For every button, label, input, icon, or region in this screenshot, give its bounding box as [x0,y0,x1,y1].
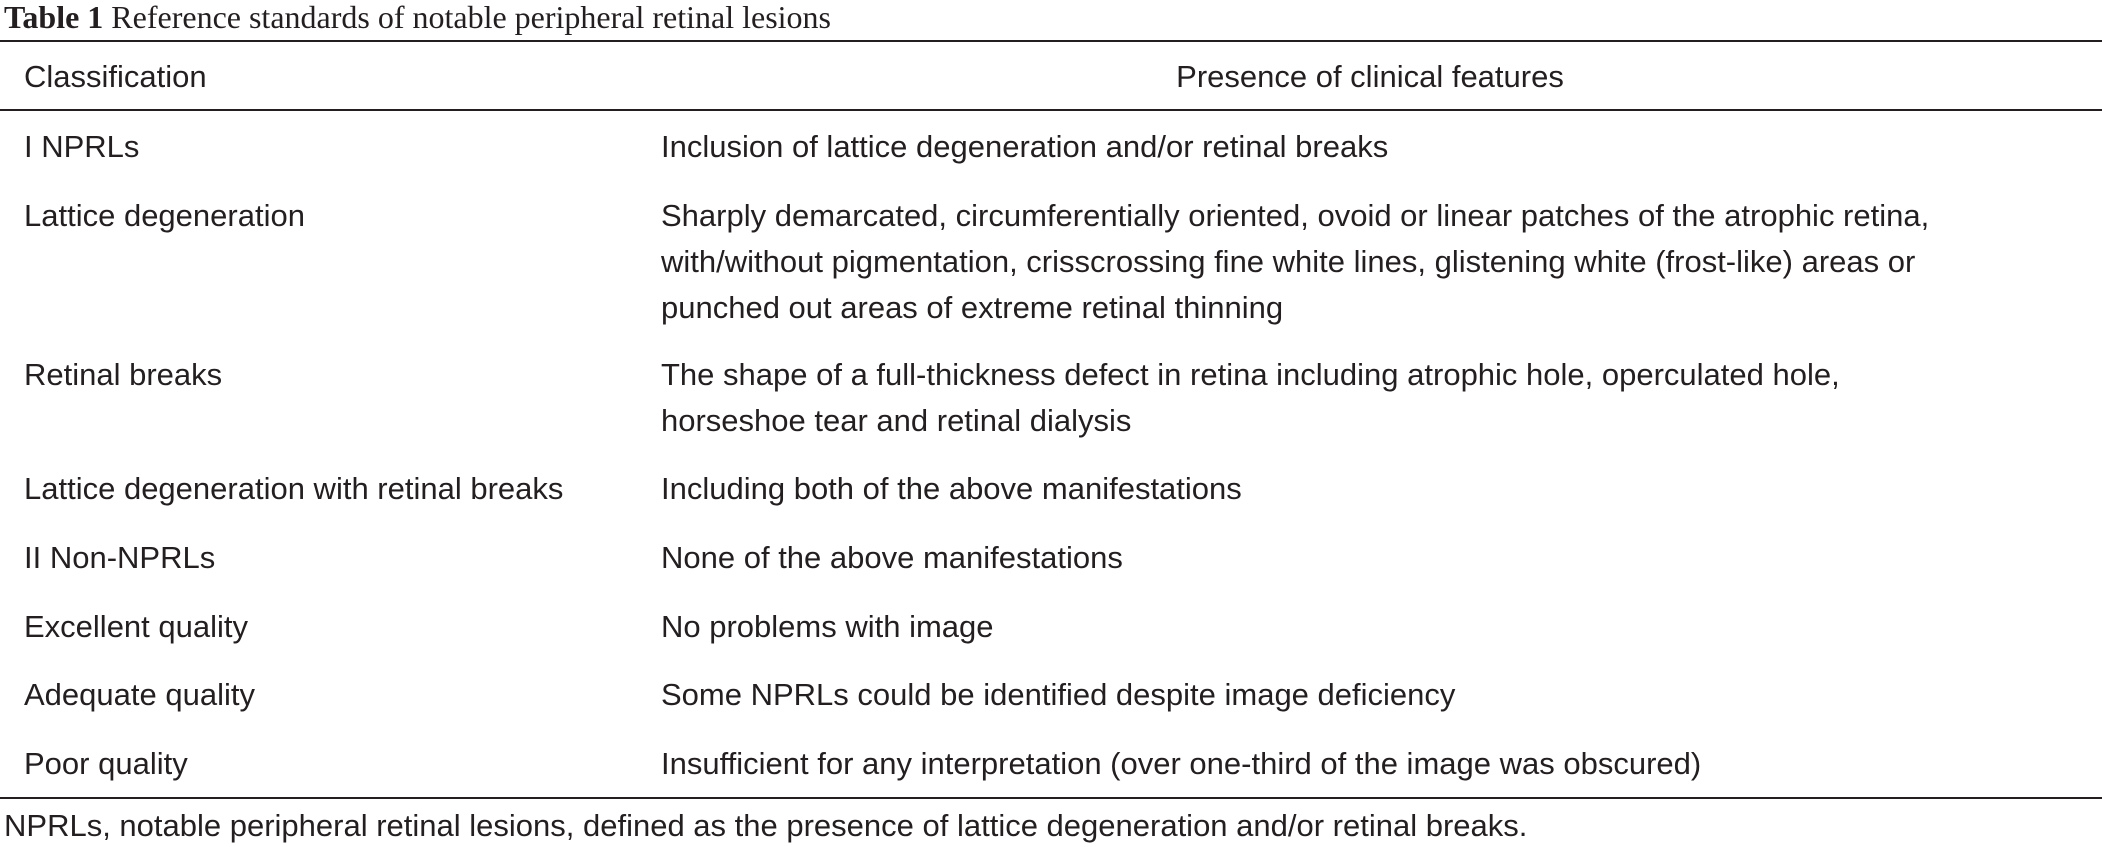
features-line: with/without pigmentation, crisscrossing fine white lines, glistening white (frost-like) areas or [661,244,1916,279]
features-line: punched out areas of extreme retinal thinning [661,290,1284,325]
header-features: Presence of clinical features [1176,59,1564,94]
features-line: The shape of a full-thickness defect in retina including atrophic hole, operculated hole, [661,357,1840,392]
table-caption-label: Table 1 [4,0,104,35]
table-bottom-rule [0,797,2102,799]
row-features-lattice-degeneration [661,193,2081,331]
row-features-ii-non-nprls [661,535,2081,581]
row-features-excellent-quality [661,604,2081,650]
table-caption-title: Reference standards of notable peripheral retinal lesions [111,0,831,35]
table-caption [4,0,831,38]
features-line: None of the above manifestations [661,540,1123,575]
row-classification-ii-non-nprls: II Non-NPRLs [24,540,216,575]
row-classification-adequate-quality: Adequate quality [24,677,255,712]
row-classification-excellent-quality: Excellent quality [24,609,249,644]
row-classification-poor-quality: Poor quality [24,746,188,781]
row-classification-lattice-degeneration: Lattice degeneration [24,198,305,233]
row-features-i-nprls [661,124,2081,170]
table-footnote: NPRLs, notable peripheral retinal lesions, defined as the presence of lattice degeneration and/or retinal breaks. [4,808,1528,843]
features-line: No problems with image [661,609,994,644]
features-line: Sharply demarcated, circumferentially oriented, ovoid or linear patches of the atrophic retina, [661,198,1930,233]
row-classification-i-nprls: I NPRLs [24,129,140,164]
table-top-rule [0,40,2102,42]
table-header-rule [0,109,2102,111]
row-features-adequate-quality [661,672,2081,718]
row-classification-lattice-with-breaks: Lattice degeneration with retinal breaks [24,471,564,506]
features-line: Including both of the above manifestations [661,471,1242,506]
features-line: Inclusion of lattice degeneration and/or retinal breaks [661,129,1389,164]
header-classification: Classification [24,59,207,94]
row-classification-retinal-breaks: Retinal breaks [24,357,223,392]
features-line: Some NPRLs could be identified despite image deficiency [661,677,1456,712]
row-features-poor-quality [661,741,2081,787]
row-features-lattice-with-breaks [661,466,2081,512]
features-line: Insufficient for any interpretation (over one-third of the image was obscured) [661,746,1702,781]
row-features-retinal-breaks [661,352,2081,444]
features-line: horseshoe tear and retinal dialysis [661,403,1132,438]
